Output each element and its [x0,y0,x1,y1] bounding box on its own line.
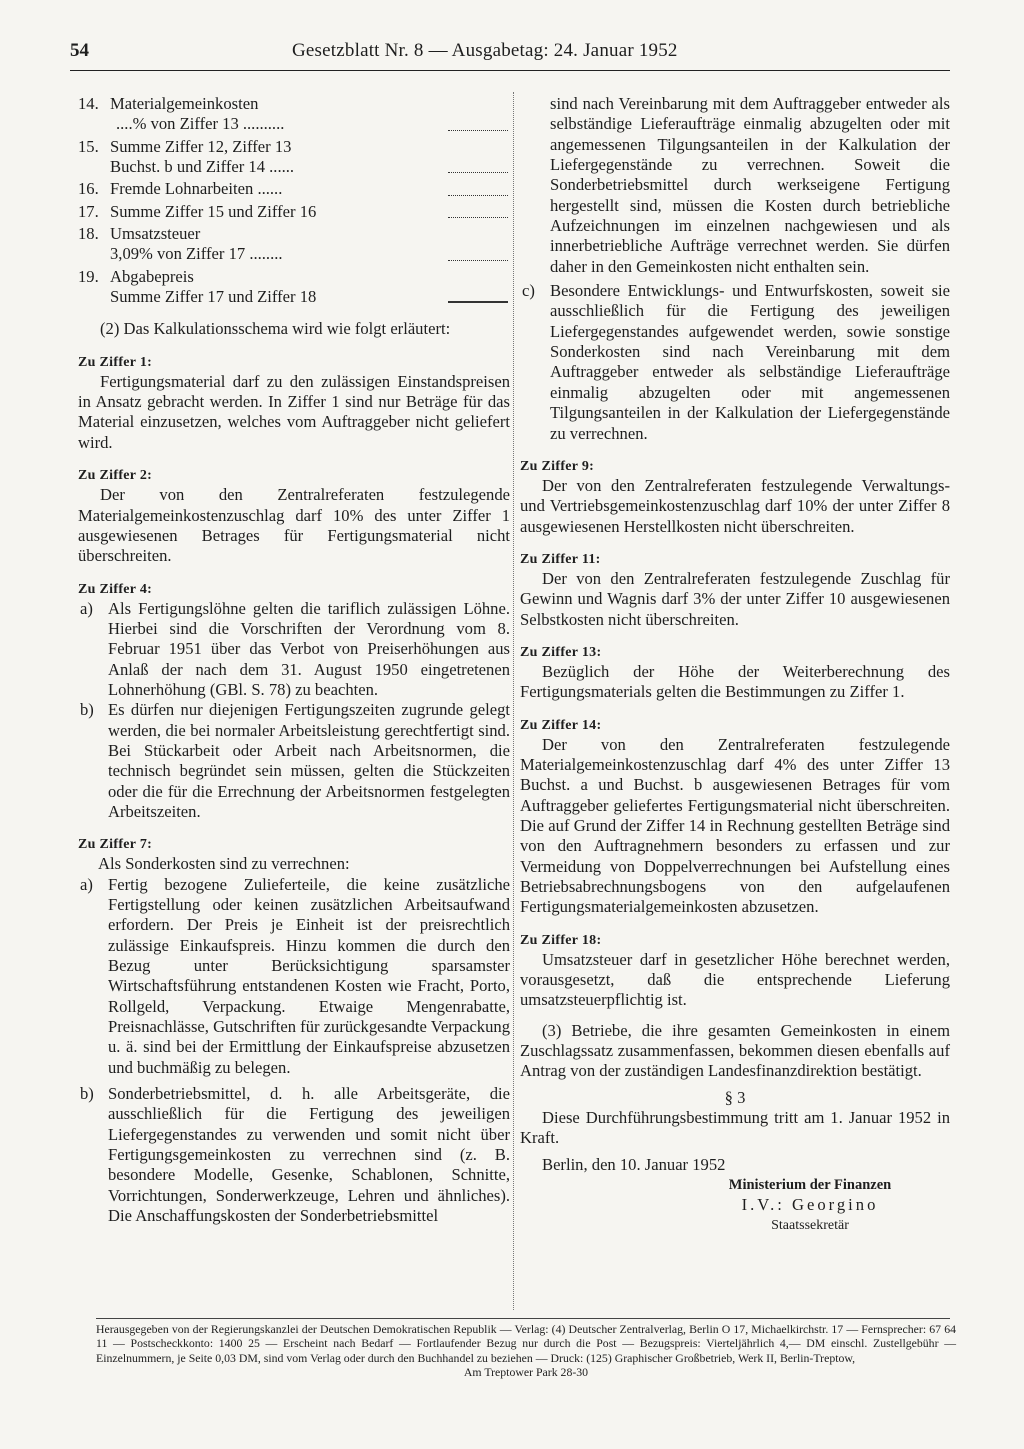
item-text: Besondere Entwicklungs- und Entwurfskosten, soweit sie ausschließlich für die Fertigung des jeweiligen Liefergegenstandes aufgewendet werden, sowie sonstige Sonderkosten sind nach Vereinbarung mit dem Auftraggeber entweder als selbständige Lieferaufträge einmalig abzugelten oder mit angemessenen Tilgungsanteilen in der Kalkulation der Liefergegenstände zu verrechnen. [550,281,950,443]
section-heading: Zu Ziffer 4: [78,581,153,597]
calculation-table [78,94,508,307]
list-item [78,700,510,822]
row-number: 17. [78,201,99,221]
row-line: Summe Ziffer 12, Ziffer 13 [110,136,292,156]
item-label: a) [80,874,93,894]
row-line: Summe Ziffer 15 und Ziffer 16 [110,201,317,221]
value-line [448,94,508,131]
imprint-footer [96,1322,956,1380]
row-number: 18. [78,224,99,244]
section-symbol: § 3 [724,1087,746,1107]
row-text [110,267,442,308]
item-label: a) [80,598,93,618]
section-ziffer-13 [520,644,950,703]
section-ziffer-14 [520,717,950,918]
column-divider [513,92,514,1310]
imprint-text: Herausgegeben von der Regierungskanzlei der Deutschen Demokratischen Republik — Verlag: (4) Deutscher Zentralverlag, Berlin O 17, Michaelkirchstr. 17 — Fernsprecher: 67 64 11 — Postscheckkonto: 1400 25 — Erscheint nach Bedarf — Fortlaufender Bezug nur durch die Post — Bezugspreis: Vierteljährlich 4,— DM einschl. Zustellgebühr — Einzelnummern, je Seite 0,03 DM, sind vom Verlag oder durch den Buchhandel zu beziehen — Druck: (125) Graphischer Großbetrieb, Werk II, Berlin-Treptow, [96,1322,956,1365]
row-line: ....% von Ziffer 13 .......... [116,114,285,134]
paragraph-3: (3) Betriebe, die ihre gesamten Gemeinkosten in einem Zuschlagssatz zusammenfassen, bekommen diesen ebenfalls auf Antrag von der zuständigen Landesfinanzdirektion bestätigt. [520,1020,950,1081]
place-date: Berlin, den 10. Januar 1952 [542,1154,726,1174]
list-item [78,875,510,1078]
section-heading: Zu Ziffer 11: [520,551,601,567]
right-column [520,94,950,1236]
section-text: Fertigungsmaterial darf zu den zulässigen Einstandspreisen in Ansatz gebracht werden. In Ziffer 1 sind nur Beträge für das Material einzusetzen, welches vom Auftraggeber nicht geliefert wird. [78,371,510,452]
ministry-name: Ministerium der Finanzen [728,1177,892,1194]
item-text: Fertig bezogene Zulieferteile, die keine zusätzliche Fertigstellung oder keinen zusätzlichen Arbeitsaufwand erfordern. Der Preis je Einheit ist der preisrechtlich zulässige Einkaufspreis. Hinzu kommen die durch den Bezug unter Berücksichtigung sparsamster Wirtschaftsführung entstandenen Kosten wie Fracht, Porto, Rollgeld, Verpackung. Etwaige Mengenrabatte, Preisnachlässe, Gutschriften für zurückgesandte Verpackung u. ä. sind bei der Ermittlung der Einkaufspreise abzusetzen und buchmäßig zu belegen. [108,874,510,1077]
footer-rule [96,1318,950,1319]
section-text: Der von den Zentralreferaten festzulegende Verwaltungs- und Vertriebsgemeinkostenzuschlag darf 10% der unter Ziffer 8 ausgewiesenen Herstellkosten nicht überschreiten. [520,475,950,536]
row-line: 3,09% von Ziffer 17 ........ [110,244,283,264]
section-heading: Zu Ziffer 1: [78,354,153,370]
table-row [78,179,508,199]
row-line: Buchst. b und Ziffer 14 ...... [110,157,295,177]
row-line: Fremde Lohnarbeiten ...... [110,179,283,199]
item-label: b) [80,1084,94,1104]
section-ziffer-4 [78,581,510,823]
section-ziffer-11 [520,551,950,630]
list-item [78,1084,510,1226]
section-text: Bezüglich der Höhe der Weiterberechnung des Fertigungsmaterials gelten die Bestimmungen zu Ziffer 1. [520,661,950,702]
value-line [448,202,508,218]
table-row [78,137,508,178]
section-heading: Zu Ziffer 18: [520,932,602,948]
imprint-address: Am Treptower Park 28-30 [463,1365,589,1380]
row-text [110,202,442,222]
item-label-spacer [520,94,550,277]
item-text: Sonderbetriebsmittel, d. h. alle Arbeitsgeräte, die ausschließlich für die Fertigung des jeweiligen Liefergegenstandes zu verwenden und somit nicht über Fertigungsgemeinkosten zu verrechnen sind (z. B. besondere Modelle, Gesenke, Schablonen, Schnitte, Vorrichtungen, Sonderwerkzeuge, Lehren und ähnliches). Die Anschaffungskosten der Sonderbetriebsmittel [108,1084,510,1226]
section-ziffer-18 [520,932,950,1011]
row-line: Summe Ziffer 17 und Ziffer 18 [110,287,317,307]
row-line: Abgabepreis [110,266,194,286]
row-number: 15. [78,136,99,156]
row-text [110,137,442,178]
row-line: Materialgemeinkosten [110,94,259,113]
list-item-continued [520,94,950,277]
row-number: 16. [78,179,99,199]
item-text: sind nach Vereinbarung mit dem Auftraggeber entweder als selbständige Lieferaufträge einmalig abzugelten oder mit angemessenen Tilgungsanteilen in der Kalkulation der Liefergegenstände zu verrechnen. Soweit die Sonderbetriebsmittel durch werkseigene Fertigung hergestellt sind, müssen die Kosten durch betriebliche Aufzeichnungen im einzelnen nachgewiesen und als innerbetriebliche Aufträge verrechnet werden. Sie dürfen daher in den Gemeinkosten nicht enthalten sein. [550,94,950,276]
section-text: Der von den Zentralreferaten festzulegende Zuschlag für Gewinn und Wagnis darf 3% der unter Ziffer 10 ausgewiesenen Selbstkosten nicht überschreiten. [520,568,950,629]
row-text [110,224,442,265]
list-item [78,599,510,701]
section-heading: Zu Ziffer 14: [520,717,602,733]
section-heading: Zu Ziffer 7: [78,837,153,853]
header-title: Gesetzblatt Nr. 8 — Ausgabetag: 24. Januar 1952 [292,40,678,61]
value-line [448,224,508,261]
section-3-text: Diese Durchführungsbestimmung tritt am 1. Januar 1952 in Kraft. [520,1108,950,1148]
section-text: Der von den Zentralreferaten festzulegende Materialgemeinkostenzuschlag darf 10% des unter Ziffer 1 ausgewiesenen Betrages für Fertigungsmaterial nicht überschreiten. [78,485,510,566]
row-number: 14. [78,94,99,113]
signer-title: Staatssekretär [771,1217,849,1233]
section-heading: Zu Ziffer 9: [520,458,595,474]
paragraph-intro: (2) Das Kalkulationsschema wird wie folgt erläutert: [100,319,451,339]
row-number: 19. [78,266,99,286]
item-text: Es dürfen nur diejenigen Fertigungszeiten zugrunde gelegt werden, die bei normaler Arbeitsleistung gerechtfertigt sind. Bei Stückarbeit oder Arbeit nach Arbeitsnormen, die technisch begründet sein müssen, gelten die Stückzeiten oder die für die Errechnung der Arbeitsnormen festgelegten Arbeitszeiten. [108,700,510,821]
value-line [448,179,508,195]
value-line [448,267,508,304]
table-row [78,202,508,222]
item-text: Als Fertigungslöhne gelten die tariflich zulässigen Löhne. Hierbei sind die Vorschriften der Verordnung vom 8. Februar 1951 über das Verbot von Preiserhöhungen aus Anlaß der nach dem 31. August 1950 eingetretenen Lohnerhöhung (GBl. S. 78) zu beachten. [108,598,510,699]
value-line [448,137,508,174]
table-row [78,94,508,135]
section-heading: Zu Ziffer 2: [78,468,153,484]
section-ziffer-2 [78,467,510,566]
left-column [78,94,510,1227]
page-header [70,40,950,71]
row-text [110,94,442,135]
section-text: Umsatzsteuer darf in gesetzlicher Höhe berechnet werden, vorausgesetzt, daß die entsprechende Lieferung umsatzsteuerpflichtig ist. [520,949,950,1010]
item-label: c) [522,281,535,301]
list-item [520,281,950,444]
page-number: 54 [70,40,89,61]
table-row [78,224,508,265]
row-text [110,179,442,199]
signer-name: I.V.: Georgino [741,1195,879,1215]
section-ziffer-9 [520,458,950,537]
section-ziffer-1 [78,354,510,453]
row-line: Umsatzsteuer [110,224,201,244]
table-row [78,267,508,308]
section-heading: Zu Ziffer 13: [520,644,602,660]
section-ziffer-7 [78,836,510,1226]
section-text: Der von den Zentralreferaten festzulegende Materialgemeinkostenzuschlag darf 4% des unter Ziffer 13 Buchst. a und Buchst. b ausgewiesenen Betrages für vom Auftraggeber geliefertes Fertigungsmaterial nicht überschreiten. Die auf Grund der Ziffer 14 in Rechnung gestellten Beträge sind von den Auftragnehmern besonders zu erfassen und zur Vermeidung von Doppelverrechnungen bei Aufstellung eines Betriebsabrechnungsbogens von den aufgelaufenen Fertigungsmaterialgemeinkosten abzusetzen. [520,734,950,917]
item-label: b) [80,700,94,720]
section-intro: Als Sonderkosten sind zu verrechnen: [98,854,350,874]
